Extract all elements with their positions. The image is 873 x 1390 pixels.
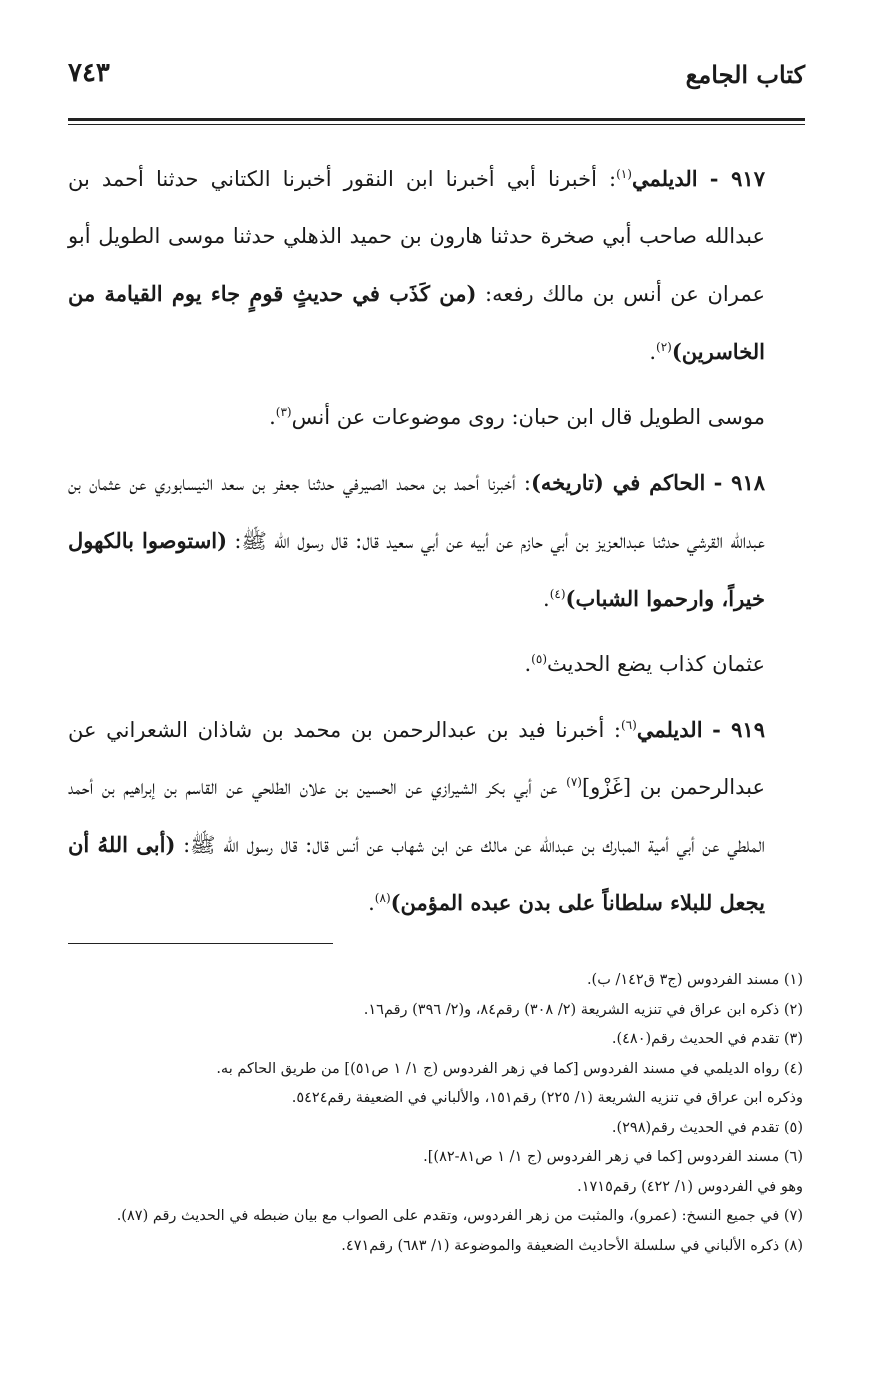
- footnote-6: (٦) مسند الفردوس [كما في زهر الفردوس (ج ١/ ١ ص٨١-٨٢)].: [423, 1149, 803, 1165]
- footnote-marker: (٧): [566, 775, 582, 789]
- entry-source: الحاكم في (تاريخه): [530, 470, 706, 495]
- footnote-6-continued: وهو في الفردوس (١/ ٤٢٢) رقم١٧١٥.: [577, 1178, 803, 1195]
- header-rule-thick: [68, 118, 805, 121]
- isnad-text: : أخبرنا أبي أخبرنا ابن النقور أخبرنا الكتاني حدثنا أحمد بن عبدالله صاحب أبي صخرة حدثنا هارون بن حميد الذهلي حدثنا موسى الطويل أبو عمران عن أنس بن مالك رفعه:: [68, 167, 765, 306]
- running-title: كتاب الجامع: [685, 60, 805, 89]
- hadith-text: (استوصوا بالكهول خيراً، وارحموا الشباب): [68, 528, 765, 611]
- footnote-marker: (٥): [531, 652, 547, 666]
- footnote-5: (٥) تقدم في الحديث رقم(٢٩٨).: [611, 1119, 803, 1136]
- end-punct: .: [524, 652, 532, 676]
- comment-917: [68, 389, 805, 446]
- comment-918: [68, 636, 805, 693]
- footnote-1: (١) مسند الفردوس (ج٣ ق١٤٢/ ب).: [586, 972, 803, 988]
- main-text: [68, 150, 805, 932]
- footnotes-section: [60, 966, 803, 1261]
- header-rule-thin: [68, 124, 805, 125]
- entry-source: الديلمي: [631, 166, 698, 191]
- footnote-4: (٤) رواه الديلمي في مسند الفردوس [كما في زهر الفردوس (ج ١/ ١ ص٥١)] من طريق الحاكم به.: [216, 1060, 803, 1077]
- isnad-text-continued: عن أبي بكر الشيرازي عن الحسين بن علان الطلحي عن القاسم بن إبراهيم بن أحمد الملطي عن أبي أمية المبارك بن عبدالله عن مالك عن ابن شهاب عن أنس قال: قال رسول الله ﷺ:: [68, 775, 765, 857]
- comment-text: موسى الطويل قال ابن حبان: روى موضوعات عن أنس: [291, 405, 765, 429]
- page-header: [68, 52, 805, 102]
- entry-number: ٩١٩ -: [712, 717, 765, 742]
- footnote-7: (٧) في جميع النسخ: (عمرو)، والمثبت من زهر الفردوس، وتقدم على الصواب مع بيان ضبطه في الحديث رقم (٨٧).: [116, 1208, 803, 1224]
- entry-number: ٩١٨ -: [713, 470, 766, 495]
- hadith-entry-919: [68, 701, 805, 932]
- end-punct: .: [543, 587, 550, 611]
- footnote-marker: (٨): [374, 891, 391, 905]
- entry-number: ٩١٧ -: [709, 166, 765, 191]
- end-punct: .: [269, 405, 276, 429]
- footnote-marker: (٣): [275, 405, 292, 419]
- isnad-text: : أخبرنا أحمد بن محمد الصيرفي حدثنا جعفر بن سعد النيسابوري عن عثمان بن عبدالله القرشي حدثنا عبدالعزيز بن أبي حازم عن أبيه عن أبي سعيد قال: قال رسول الله ﷺ:: [68, 471, 765, 553]
- end-punct: .: [368, 891, 375, 915]
- footnote-marker: (٤): [549, 587, 566, 601]
- end-punct: .: [649, 340, 657, 364]
- entry-source: الديلمي: [636, 717, 703, 742]
- hadith-entry-917: [68, 150, 805, 381]
- footnote-2: (٢) ذكره ابن عراق في تنزيه الشريعة (٢/ ٣٠٨) رقم٨٤، و(٢/ ٣٩٦) رقم١٦.: [363, 1001, 803, 1018]
- footnote-marker: (٢): [656, 340, 672, 354]
- footnote-3: (٣) تقدم في الحديث رقم(٤٨٠).: [611, 1031, 803, 1047]
- footnote-4-continued: وذكره ابن عراق في تنزيه الشريعة (١/ ٢٢٥) رقم١٥١، والألباني في الضعيفة رقم٥٤٢٤.: [291, 1090, 803, 1106]
- footnote-marker: (١): [616, 167, 632, 181]
- page-number: ٧٤٣: [68, 58, 110, 88]
- footnote-8: (٨) ذكره الألباني في سلسلة الأحاديث الضعيفة والموضوعة (١/ ٦٨٣) رقم٤٧١.: [341, 1237, 803, 1254]
- footnote-marker: (٦): [621, 718, 637, 732]
- hadith-text: (من كَذَب في حديثٍ قومٍ جاء يوم القيامة من الخاسرين): [68, 281, 765, 364]
- hadith-text: (أبى اللهُ أن يجعل للبلاء سلطاناً على بدن عبده المؤمن): [68, 832, 765, 915]
- isnad-text: : أخبرنا فيد بن عبدالرحمن بن محمد بن شاذان الشعراني عن عبدالرحمن بن [غَزْو]: [68, 718, 765, 799]
- comment-text: عثمان كذاب يضع الحديث: [547, 652, 765, 676]
- hadith-entry-918: [68, 454, 805, 628]
- footnote-separator: [68, 943, 333, 944]
